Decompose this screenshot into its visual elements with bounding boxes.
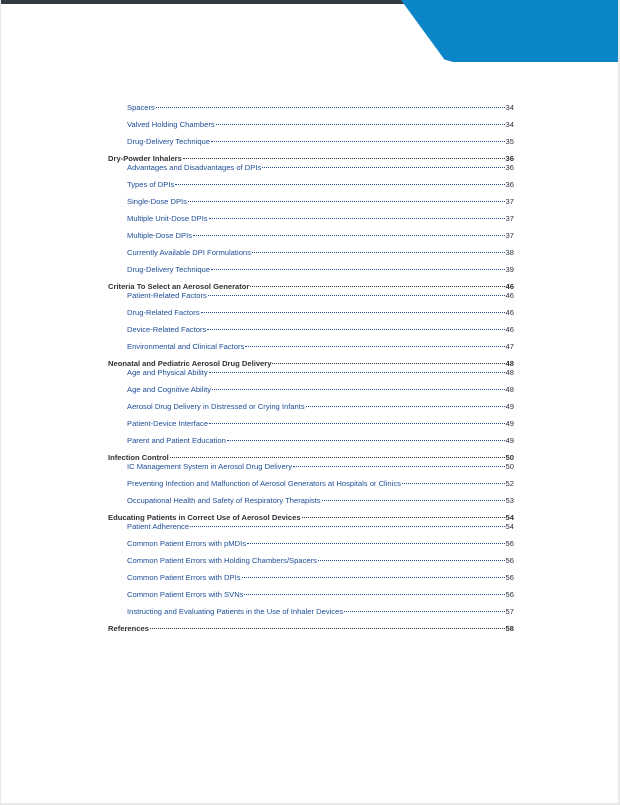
page-number: 50: [505, 462, 514, 471]
page-number: 56: [505, 556, 514, 565]
toc-item[interactable]: Occupational Health and Safety of Respiratory Therapists 53: [127, 496, 514, 505]
leader-dots: [344, 611, 504, 612]
leader-dots: [247, 543, 505, 544]
toc-item[interactable]: Multiple-Dose DPIs 37: [127, 231, 514, 240]
page-number: 48: [505, 359, 514, 368]
toc-item[interactable]: Age and Cognitive Ability 48: [127, 385, 514, 394]
leader-dots: [201, 312, 505, 313]
page-number: 46: [505, 325, 514, 334]
toc-heading[interactable]: Neonatal and Pediatric Aerosol Drug Delivery 48: [108, 359, 514, 368]
toc-heading[interactable]: Criteria To Select an Aerosol Generator 46: [108, 282, 514, 291]
leader-dots: [250, 286, 504, 287]
leader-dots: [293, 466, 505, 467]
document-page: [1, 0, 618, 803]
toc-section: [108, 513, 514, 616]
toc-heading[interactable]: Infection Control 50: [108, 453, 514, 462]
leader-dots: [227, 440, 505, 441]
leader-dots: [188, 201, 505, 202]
toc-section: [108, 453, 514, 505]
page-number: 34: [505, 103, 514, 112]
leader-dots: [207, 329, 504, 330]
page-number: 53: [505, 496, 514, 505]
toc-item[interactable]: Common Patient Errors with pMDIs 56: [127, 539, 514, 548]
toc-item[interactable]: Patient-Device Interface 49: [127, 419, 514, 428]
toc-item[interactable]: Patient-Related Factors 46: [127, 291, 514, 300]
toc-item[interactable]: Drug-Related Factors 46: [127, 308, 514, 317]
page-number: 49: [505, 419, 514, 428]
leader-dots: [322, 500, 505, 501]
toc-item[interactable]: Patient Adherence 54: [127, 522, 514, 531]
leader-dots: [150, 628, 505, 629]
toc-item[interactable]: Device-Related Factors 46: [127, 325, 514, 334]
toc-item[interactable]: Drug-Delivery Technique 35: [127, 137, 514, 146]
page-number: 36: [505, 163, 514, 172]
toc-item[interactable]: Instructing and Evaluating Patients in the Use of Inhaler Devices 57: [127, 607, 514, 616]
page-number: 49: [505, 402, 514, 411]
leader-dots: [183, 158, 505, 159]
toc-section: [108, 624, 514, 633]
leader-dots: [193, 235, 505, 236]
toc-item[interactable]: Aerosol Drug Delivery in Distressed or Crying Infants 49: [127, 402, 514, 411]
page-number: 46: [505, 291, 514, 300]
leader-dots: [211, 269, 505, 270]
toc-item[interactable]: IC Management System in Aerosol Drug Delivery 50: [127, 462, 514, 471]
leader-dots: [252, 252, 505, 253]
leader-dots: [209, 218, 505, 219]
page-number: 58: [505, 624, 514, 633]
page-number: 56: [505, 573, 514, 582]
toc-heading[interactable]: Educating Patients in Correct Use of Aerosol Devices 54: [108, 513, 514, 522]
leader-dots: [242, 577, 505, 578]
page-number: 34: [505, 120, 514, 129]
toc-item[interactable]: Valved Holding Chambers 34: [127, 120, 514, 129]
toc-item[interactable]: Common Patient Errors with DPIs 56: [127, 573, 514, 582]
page-number: 36: [505, 154, 514, 163]
leader-dots: [208, 295, 505, 296]
toc-item[interactable]: Types of DPIs 36: [127, 180, 514, 189]
page-number: 52: [505, 479, 514, 488]
leader-dots: [318, 560, 505, 561]
page-number: 37: [505, 197, 514, 206]
toc-item[interactable]: Common Patient Errors with Holding Chambers/Spacers 56: [127, 556, 514, 565]
leader-dots: [262, 167, 504, 168]
page-number: 54: [505, 513, 514, 522]
toc-item[interactable]: Preventing Infection and Malfunction of Aerosol Generators at Hospitals or Clinics 52: [127, 479, 514, 488]
leader-dots: [244, 594, 504, 595]
page-number: 46: [505, 282, 514, 291]
page-number: 57: [505, 607, 514, 616]
page-number: 50: [505, 453, 514, 462]
leader-dots: [190, 526, 504, 527]
toc-section: [108, 359, 514, 445]
leader-dots: [272, 363, 504, 364]
page-number: 48: [505, 385, 514, 394]
leader-dots: [212, 389, 505, 390]
leader-dots: [306, 406, 505, 407]
leader-dots: [402, 483, 505, 484]
page-number: 38: [505, 248, 514, 257]
toc-item[interactable]: Parent and Patient Education 49: [127, 436, 514, 445]
toc-item[interactable]: Currently Available DPI Formulations 38: [127, 248, 514, 257]
page-number: 37: [505, 231, 514, 240]
toc-item[interactable]: Common Patient Errors with SVNs 56: [127, 590, 514, 599]
leader-dots: [245, 346, 504, 347]
leader-dots: [211, 141, 505, 142]
toc-section: [108, 103, 514, 146]
toc-heading[interactable]: Dry-Powder Inhalers 36: [108, 154, 514, 163]
toc-item[interactable]: Single-Dose DPIs 37: [127, 197, 514, 206]
leader-dots: [302, 517, 505, 518]
leader-dots: [216, 124, 505, 125]
page-number: 37: [505, 214, 514, 223]
page-number: 56: [505, 539, 514, 548]
page-number: 35: [505, 137, 514, 146]
toc-section: [108, 282, 514, 351]
toc-item[interactable]: Spacers 34: [127, 103, 514, 112]
page-number: 36: [505, 180, 514, 189]
page-number: 54: [505, 522, 514, 531]
header-accent-shape: [401, 0, 618, 62]
leader-dots: [175, 184, 504, 185]
leader-dots: [209, 423, 505, 424]
page-number: 48: [505, 368, 514, 377]
toc-item[interactable]: Multiple Unit-Dose DPIs 37: [127, 214, 514, 223]
page-number: 46: [505, 308, 514, 317]
toc-item[interactable]: Drug-Delivery Technique 39: [127, 265, 514, 274]
leader-dots: [170, 457, 505, 458]
toc-item[interactable]: Age and Physical Ability 48: [127, 368, 514, 377]
toc-heading[interactable]: References 58: [108, 624, 514, 633]
page-number: 39: [505, 265, 514, 274]
page-number: 49: [505, 436, 514, 445]
toc-item[interactable]: Environmental and Clinical Factors 47: [127, 342, 514, 351]
page-number: 56: [505, 590, 514, 599]
leader-dots: [156, 107, 505, 108]
toc-item[interactable]: Advantages and Disadvantages of DPIs 36: [127, 163, 514, 172]
toc-section: [108, 154, 514, 274]
page-number: 47: [505, 342, 514, 351]
leader-dots: [209, 372, 505, 373]
table-of-contents: [108, 103, 514, 641]
